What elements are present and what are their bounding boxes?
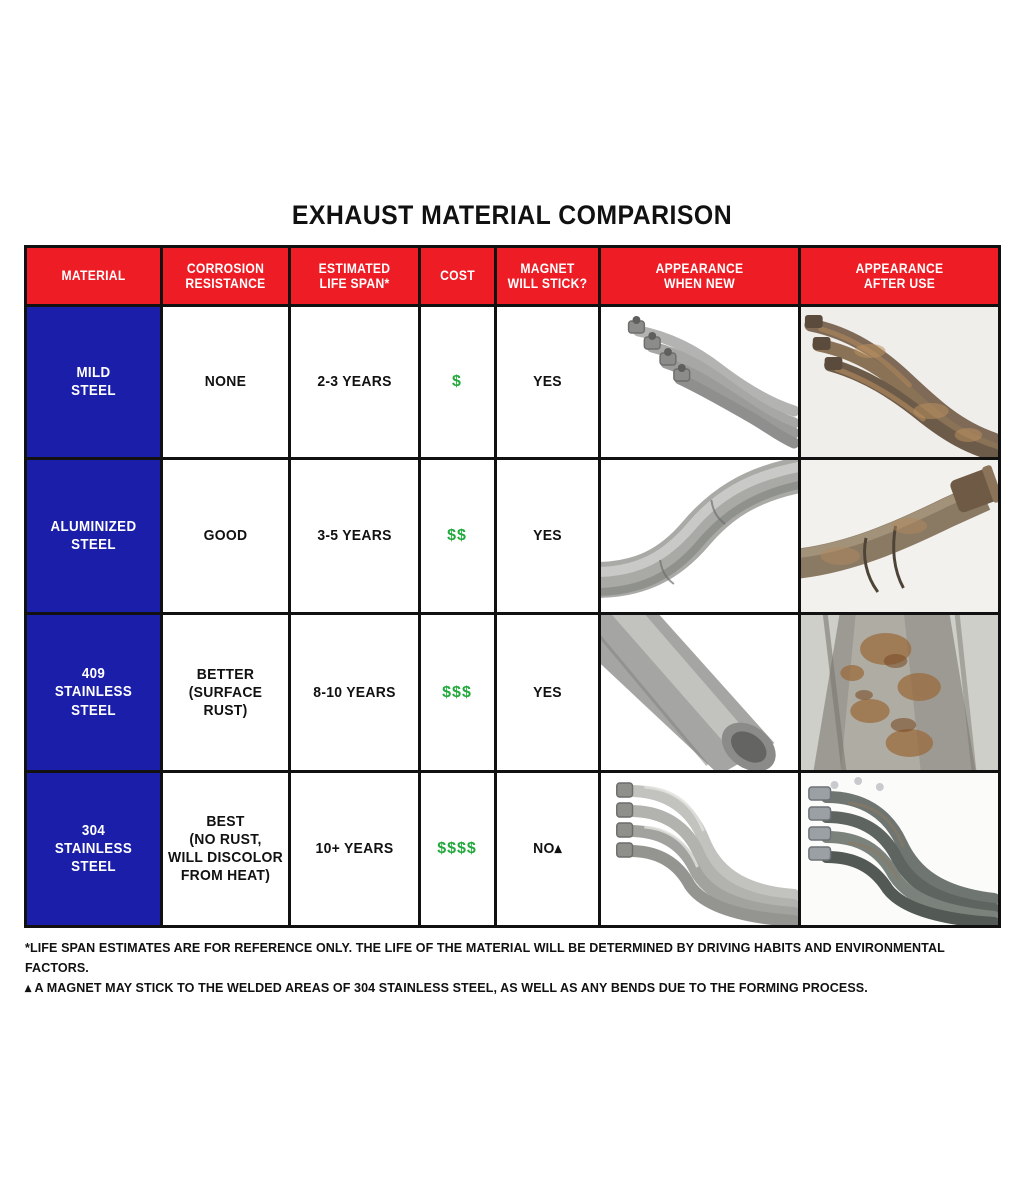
mild-steel-headers-rusted-photo [801, 307, 998, 457]
cell-corrosion: BEST (NO RUST, WILL DISCOLOR FROM HEAT) [161, 772, 289, 927]
mild-steel-headers-new-photo [601, 307, 798, 457]
cell-corrosion: NONE [161, 306, 289, 459]
page-title: EXHAUST MATERIAL COMPARISON [291, 200, 733, 230]
table-row [25, 614, 999, 772]
column-header-lifespan: ESTIMATED LIFE SPAN* [289, 247, 419, 306]
cell-corrosion: BETTER (SURFACE RUST) [161, 614, 289, 772]
cell-appearance-new [599, 306, 799, 459]
table-row [25, 772, 999, 927]
table-row [25, 459, 999, 614]
column-header-appearance-new: APPEARANCE WHEN NEW [599, 247, 799, 306]
cell-appearance-after-use [799, 306, 999, 459]
cell-material: ALUMINIZED STEEL [25, 459, 161, 614]
table-header-row [25, 247, 999, 306]
cell-magnet: NO▴ [495, 772, 599, 927]
cell-appearance-after-use [799, 772, 999, 927]
cell-cost: $$ [419, 459, 495, 614]
cell-cost: $ [419, 306, 495, 459]
cell-appearance-new [599, 614, 799, 772]
cell-appearance-after-use [799, 459, 999, 614]
304-stainless-headers-new-photo [601, 773, 798, 925]
cell-appearance-after-use [799, 614, 999, 772]
cell-cost: $$$$ [419, 772, 495, 927]
column-header-appearance-after-use: APPEARANCE AFTER USE [799, 247, 999, 306]
cell-lifespan: 10+ YEARS [289, 772, 419, 927]
cell-corrosion: GOOD [161, 459, 289, 614]
cell-material: 304 STAINLESS STEEL [25, 772, 161, 927]
cell-lifespan: 3-5 YEARS [289, 459, 419, 614]
aluminized-steel-pipe-rusted-photo [801, 460, 998, 612]
column-header-cost: COST [419, 247, 495, 306]
cell-appearance-new [599, 772, 799, 927]
footnote-magnet: ▴ A MAGNET MAY STICK TO THE WELDED AREAS OF 304 STAINLESS STEEL, AS WELL AS ANY BENDS DUE TO THE FORMING PROCESS. [25, 979, 868, 995]
chart-container [0, 200, 1024, 997]
exhaust-material-comparison-table [24, 245, 1001, 928]
cell-material: 409 STAINLESS STEEL [25, 614, 161, 772]
409-stainless-pipe-surface-rust-photo [801, 615, 998, 770]
cell-material: MILD STEEL [25, 306, 161, 459]
column-header-magnet: MAGNET WILL STICK? [495, 247, 599, 306]
cell-magnet: YES [495, 614, 599, 772]
cell-magnet: YES [495, 459, 599, 614]
cell-lifespan: 2-3 YEARS [289, 306, 419, 459]
304-stainless-headers-heat-discolored-photo [801, 773, 998, 925]
cell-magnet: YES [495, 306, 599, 459]
column-header-material: MATERIAL [25, 247, 161, 306]
table-row [25, 306, 999, 459]
footnotes [25, 938, 999, 997]
footnote-lifespan: *LIFE SPAN ESTIMATES ARE FOR REFERENCE ONLY. THE LIFE OF THE MATERIAL WILL BE DETERMINED BY DRIVING HABITS AND ENVIRONMENTAL FACTORS. [25, 940, 945, 975]
cell-cost: $$$ [419, 614, 495, 772]
cell-lifespan: 8-10 YEARS [289, 614, 419, 772]
409-stainless-pipe-new-photo [601, 615, 798, 770]
aluminized-steel-bent-pipe-new-photo [601, 460, 798, 612]
cell-appearance-new [599, 459, 799, 614]
column-header-corrosion: CORROSION RESISTANCE [161, 247, 289, 306]
